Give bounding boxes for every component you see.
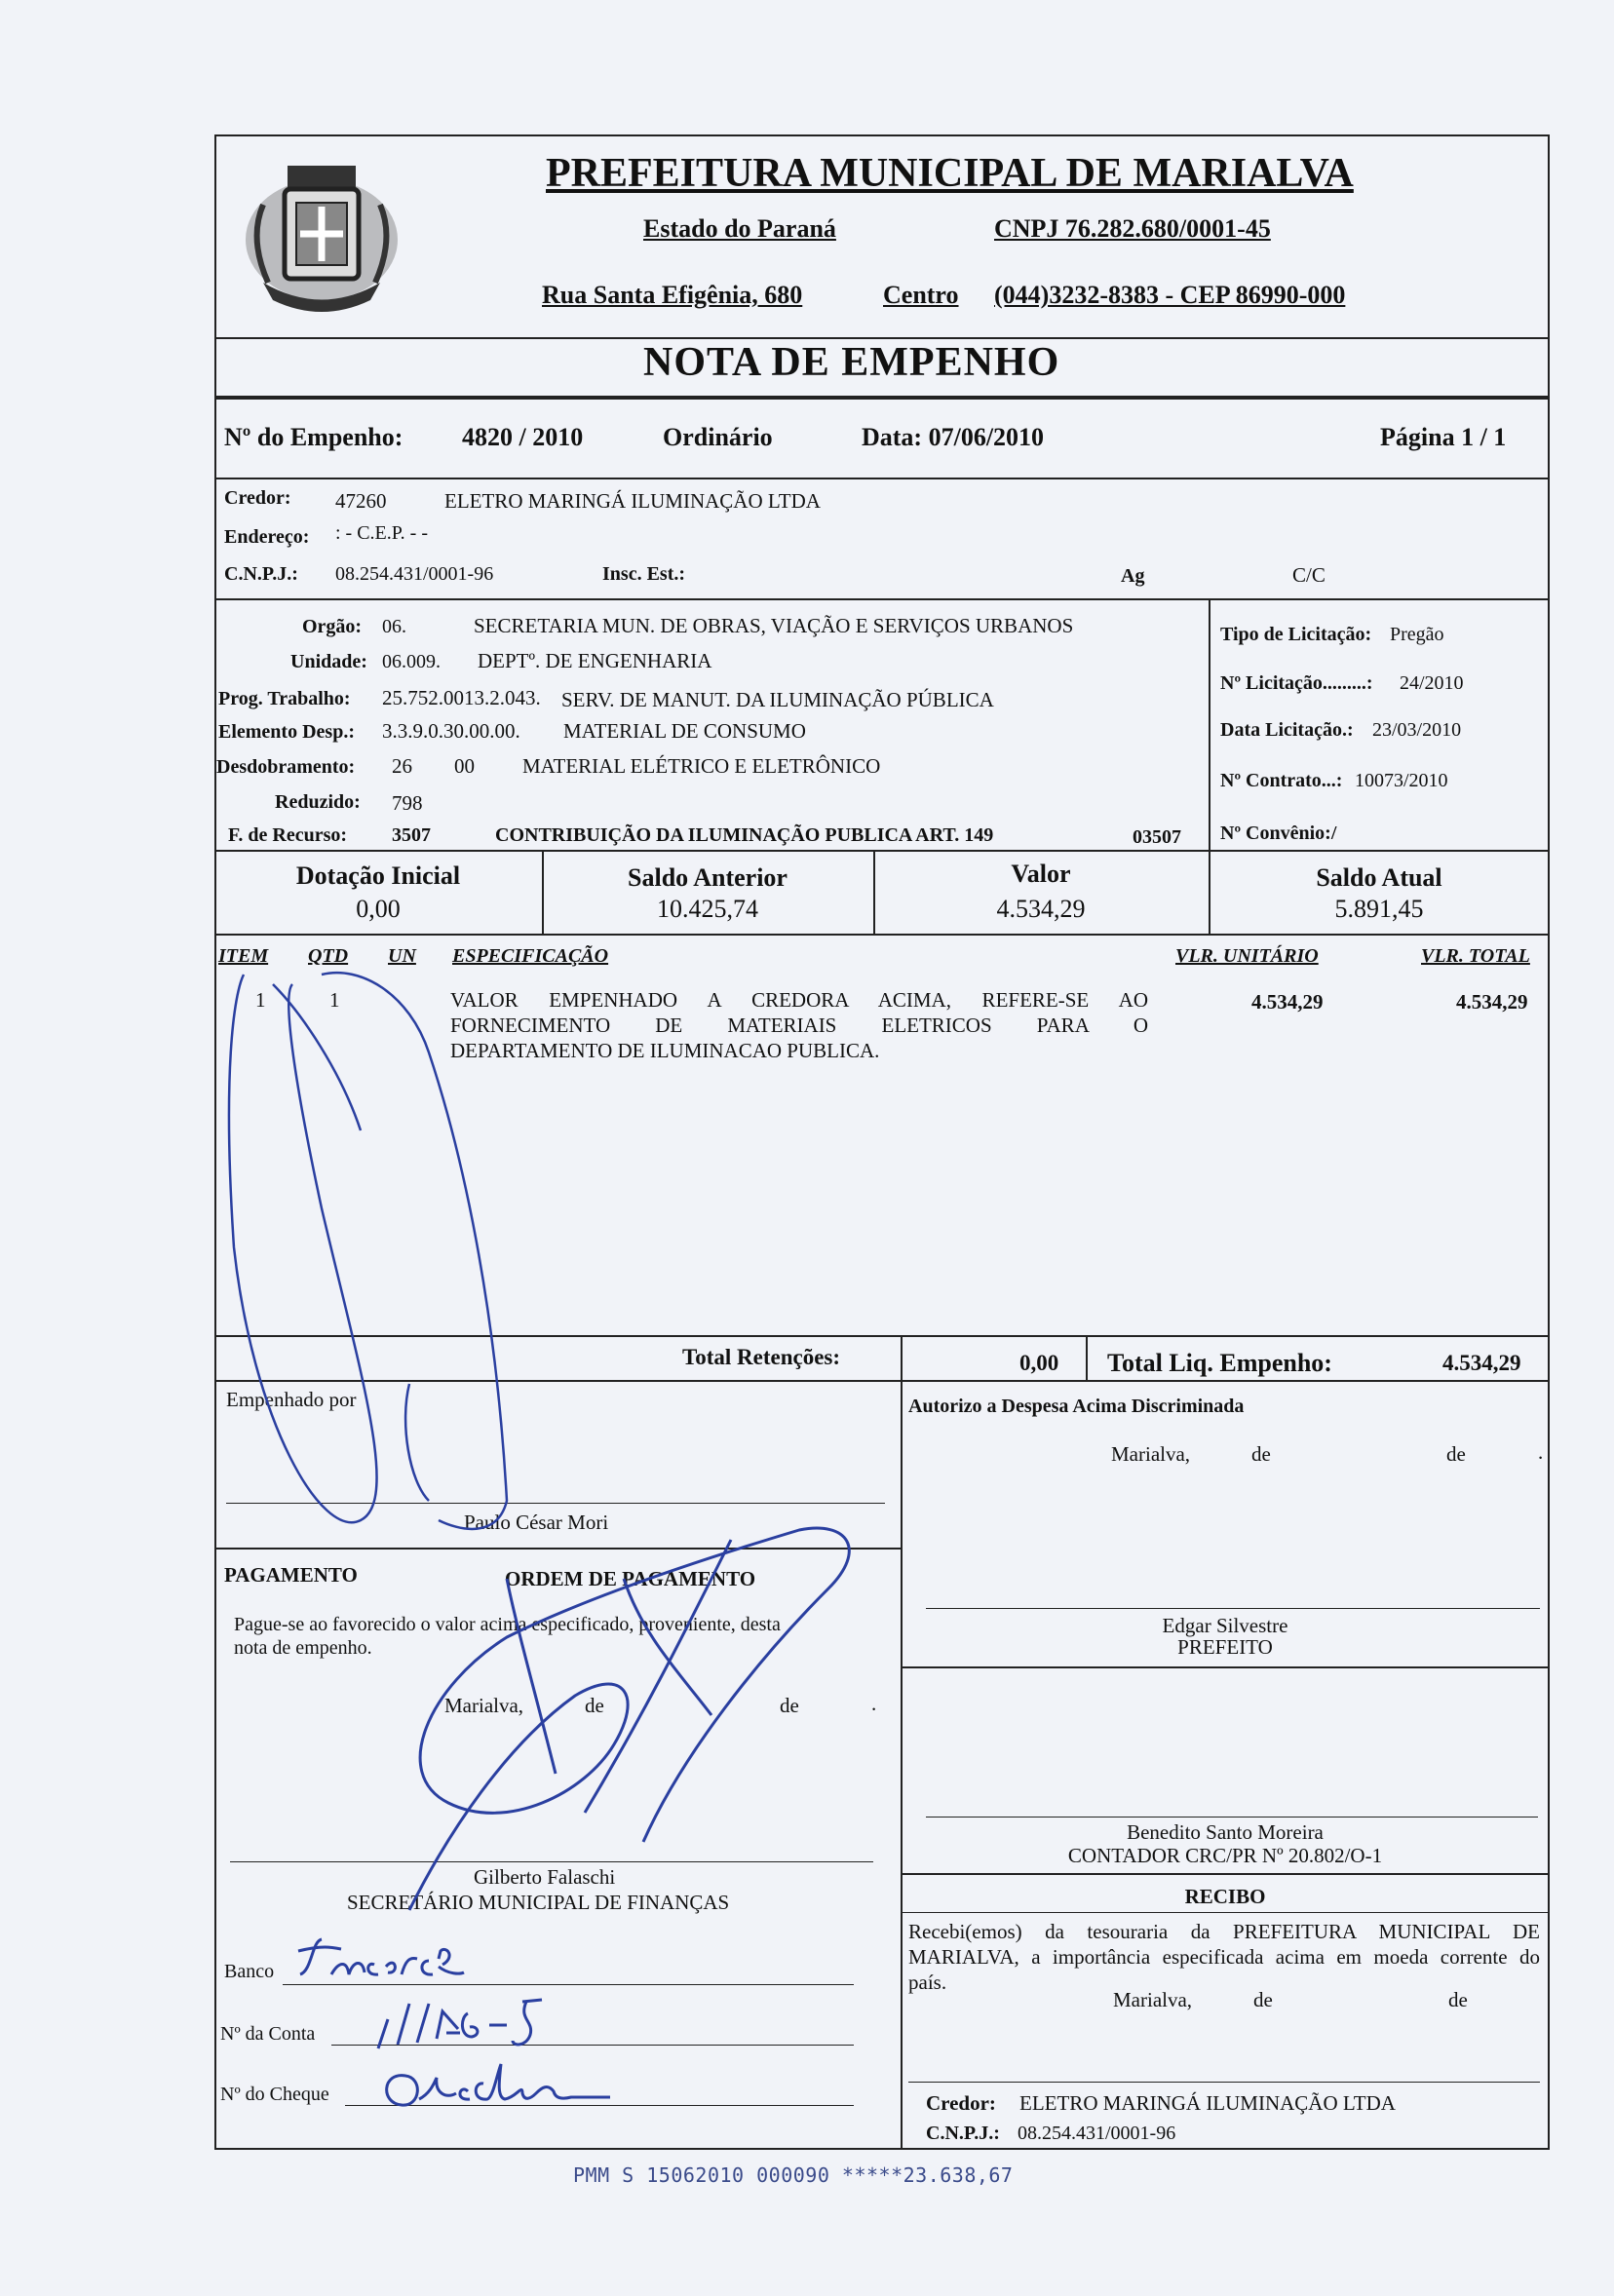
orgao-code: 06. — [382, 616, 406, 637]
col-qtd: QTD — [308, 945, 349, 967]
prefeito-role: PREFEITO — [1177, 1635, 1273, 1659]
total-liquido-value: 4.534,29 — [1442, 1351, 1521, 1375]
recibo-line3: país. — [908, 1971, 947, 1994]
state-label: Estado do Paraná — [643, 214, 836, 243]
recibo-cnpj-value: 08.254.431/0001-96 — [1018, 2123, 1176, 2144]
col-especificacao: ESPECIFICAÇÃO — [452, 945, 609, 967]
total-liquido-label: Total Liq. Empenho: — [1107, 1349, 1332, 1377]
coat-of-arms-logo — [234, 146, 409, 322]
district-label: Centro — [883, 281, 959, 309]
pagamento-de2: de — [780, 1694, 799, 1717]
recibo-line2: MARIALVA, a importância especificada acima em moeda corrente do — [908, 1945, 1540, 1969]
saldo-1-label: Saldo Anterior — [628, 863, 788, 892]
endereco-value: : - C.E.P. - - — [335, 522, 428, 544]
ordem-pagamento-label: ORDEM DE PAGAMENTO — [505, 1567, 756, 1590]
elemento-code: 3.3.9.0.30.00.00. — [382, 719, 520, 743]
contrato-value: 10073/2010 — [1355, 770, 1448, 791]
col-total-value: VLR. TOTAL — [1421, 945, 1530, 967]
prefeito-name: Edgar Silvestre — [1162, 1614, 1288, 1637]
cnpj-label: C.N.P.J.: — [224, 563, 298, 585]
recibo-credor-name: ELETRO MARINGÁ ILUMINAÇÃO LTDA — [1019, 2091, 1396, 2115]
unidade-code: 06.009. — [382, 651, 441, 672]
cheque-label: Nº do Cheque — [220, 2084, 329, 2105]
orgao-label: Orgão: — [302, 616, 363, 637]
recurso-desc: CONTRIBUIÇÃO DA ILUMINAÇÃO PUBLICA ART. 149 — [495, 824, 994, 846]
elemento-label: Elemento Desp.: — [218, 721, 355, 743]
reduzido-label: Reduzido: — [275, 791, 361, 813]
unidade-desc: DEPTº. DE ENGENHARIA — [478, 649, 712, 672]
cheque-handwritten-value — [376, 2054, 630, 2113]
desdobramento-label: Desdobramento: — [216, 756, 356, 778]
saldo-0-value: 0,00 — [356, 895, 401, 923]
desdobramento-sub: 00 — [454, 754, 475, 778]
empenho-number-label: Nº do Empenho: — [224, 423, 404, 451]
numero-licitacao-label: Nº Licitação.........: — [1220, 672, 1373, 694]
bank-stamp: PMM S 15062010 000090 *****23.638,67 — [573, 2163, 1014, 2187]
contrato-label: Nº Contrato...: — [1220, 770, 1343, 791]
recibo-title: RECIBO — [1184, 1885, 1266, 1908]
item-desc-line3: DEPARTAMENTO DE ILUMINACAO PUBLICA. — [450, 1039, 880, 1062]
retencoes-label: Total Retenções: — [682, 1345, 841, 1369]
cc-label: C/C — [1292, 563, 1326, 587]
item-total-value: 4.534,29 — [1456, 990, 1528, 1014]
credor-name: ELETRO MARINGÁ ILUMINAÇÃO LTDA — [444, 489, 821, 513]
tipo-licitacao-value: Pregão — [1390, 624, 1444, 645]
item-number: 1 — [255, 988, 266, 1012]
insc-est-label: Insc. Est.: — [602, 563, 686, 585]
recibo-line1: Recebi(emos) da tesouraria da PREFEITURA MUNICIPAL DE — [908, 1920, 1540, 1943]
financas-signer-role: SECRETÁRIO MUNICIPAL DE FINANÇAS — [347, 1891, 730, 1914]
prog-desc: SERV. DE MANUT. DA ILUMINAÇÃO PÚBLICA — [561, 688, 994, 711]
empenhado-signer: Paulo César Mori — [464, 1511, 609, 1534]
item-desc-line1: VALOR EMPENHADO A CREDORA ACIMA, REFERE-SE AO — [450, 988, 1148, 1012]
pagamento-label: PAGAMENTO — [224, 1563, 358, 1587]
banco-label: Banco — [224, 1961, 275, 1982]
empenho-date: Data: 07/06/2010 — [862, 423, 1045, 451]
contador-role: CONTADOR CRC/PR Nº 20.802/O-1 — [1067, 1844, 1383, 1867]
saldo-2-value: 4.534,29 — [996, 895, 1086, 923]
ag-label: Ag — [1121, 565, 1145, 587]
financas-signer-name: Gilberto Falaschi — [474, 1865, 616, 1889]
reduzido-value: 798 — [392, 791, 423, 815]
phone-cep-label: (044)3232-8383 - CEP 86990-000 — [994, 281, 1346, 309]
pagamento-text-line1: Pague-se ao favorecido o valor acima especificado, proveniente, desta — [234, 1614, 781, 1635]
unidade-label: Unidade: — [290, 651, 367, 672]
recibo-credor-label: Credor: — [926, 2091, 996, 2115]
pagamento-city: Marialva, — [444, 1694, 524, 1717]
recurso-label: F. de Recurso: — [228, 824, 348, 846]
document-title: NOTA DE EMPENHO — [643, 340, 1060, 385]
cnpj-header: CNPJ 76.282.680/0001-45 — [994, 214, 1271, 243]
recibo-city: Marialva, — [1113, 1988, 1193, 2011]
address-label: Rua Santa Efigênia, 680 — [542, 281, 803, 309]
convenio-label: Nº Convênio:/ — [1220, 823, 1337, 844]
recurso-code: 3507 — [392, 824, 431, 846]
banco-handwritten-value — [292, 1932, 526, 1986]
item-qtd: 1 — [329, 988, 340, 1012]
empenho-type: Ordinário — [663, 423, 773, 451]
retencoes-value: 0,00 — [1019, 1351, 1059, 1375]
saldo-1-value: 10.425,74 — [657, 895, 758, 923]
empenhado-por-label: Empenhado por — [226, 1388, 357, 1411]
autorizo-title: Autorizo a Despesa Acima Discriminada — [908, 1396, 1245, 1417]
tipo-licitacao-label: Tipo de Licitação: — [1220, 624, 1372, 645]
data-licitacao-value: 23/03/2010 — [1372, 719, 1462, 741]
recibo-de1: de — [1253, 1988, 1273, 2011]
saldo-2-label: Valor — [1011, 860, 1071, 888]
data-licitacao-label: Data Licitação.: — [1220, 719, 1354, 741]
saldo-3-label: Saldo Atual — [1316, 863, 1442, 892]
saldo-3-value: 5.891,45 — [1334, 895, 1424, 923]
credor-code: 47260 — [335, 489, 387, 513]
autorizo-city: Marialva, — [1111, 1442, 1191, 1466]
elemento-desc: MATERIAL DE CONSUMO — [563, 719, 806, 743]
conta-handwritten-value — [370, 1990, 604, 2052]
conta-label: Nº da Conta — [220, 2023, 316, 2045]
recibo-cnpj-label: C.N.P.J.: — [926, 2123, 1000, 2144]
autorizo-de2: de — [1446, 1442, 1466, 1466]
prog-label: Prog. Trabalho: — [218, 688, 351, 709]
item-desc-line2: FORNECIMENTO DE MATERIAIS ELETRICOS PARA O — [450, 1014, 1148, 1037]
prog-code: 25.752.0013.2.043. — [382, 686, 541, 709]
empenho-number: 4820 / 2010 — [462, 423, 584, 451]
endereco-label: Endereço: — [224, 526, 310, 548]
col-un: UN — [388, 945, 416, 967]
cnpj-value: 08.254.431/0001-96 — [335, 563, 494, 585]
desdobramento-desc: MATERIAL ELÉTRICO E ELETRÔNICO — [522, 754, 881, 778]
pagamento-text-line2: nota de empenho. — [234, 1637, 372, 1659]
saldo-0-label: Dotação Inicial — [295, 861, 461, 890]
autorizo-de1: de — [1251, 1442, 1271, 1466]
pagamento-de1: de — [585, 1694, 604, 1717]
autorizo-dot: . — [1538, 1440, 1544, 1464]
col-unit-value: VLR. UNITÁRIO — [1175, 945, 1319, 967]
orgao-desc: SECRETARIA MUN. DE OBRAS, VIAÇÃO E SERVIÇOS URBANOS — [474, 614, 1074, 637]
desdobramento-code: 26 — [392, 754, 412, 778]
contador-name: Benedito Santo Moreira — [1127, 1820, 1324, 1844]
credor-label: Credor: — [224, 487, 291, 509]
pagamento-dot: . — [871, 1692, 877, 1715]
numero-licitacao-value: 24/2010 — [1400, 672, 1464, 694]
page-number: Página 1 / 1 — [1380, 423, 1507, 451]
municipality-title: PREFEITURA MUNICIPAL DE MARIALVA — [546, 151, 1354, 196]
item-unit-value: 4.534,29 — [1251, 990, 1324, 1014]
recurso-num: 03507 — [1133, 826, 1181, 848]
recibo-de2: de — [1448, 1988, 1468, 2011]
col-item: ITEM — [218, 945, 269, 967]
